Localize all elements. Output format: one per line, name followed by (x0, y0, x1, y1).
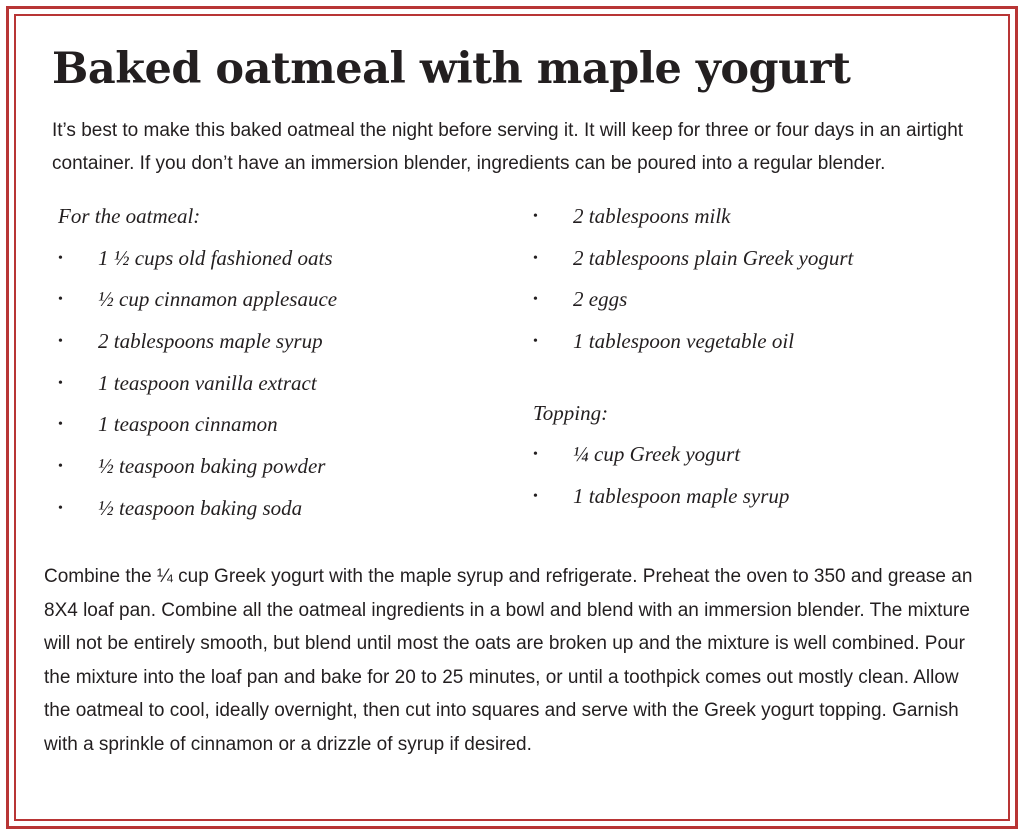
topping-text: 1 tablespoon maple syrup (573, 484, 790, 509)
topping-heading: Topping: (533, 400, 609, 425)
recipe-directions: Combine the ¼ cup Greek yogurt with the maple syrup and refrigerate. Preheat the oven to 350 and grease an 8X4 loaf pan. Combine all the oatmeal ingredients in a bowl and blend with an immersion blender. The mixture will not be entirely smooth, but blend until most the oats are broken up and the mixture is well combined. Pour the mixture into the loaf pan and bake for 20 to 25 minutes, or until a toothpick comes out mostly clean. Allow the oatmeal to cool, ideally overnight, then cut into squares and serve with the Greek yogurt topping. Garnish with a sprinkle of cinnamon or a drizzle of syrup if desired. (44, 566, 973, 755)
ingredient-item (58, 238, 478, 280)
ingredient-item (58, 488, 478, 530)
recipe-intro: It’s best to make this baked oatmeal the night before serving it. It will keep for three or four days in an airtight container. If you don’t have an immersion blender, ingredients can be poured into a regular blender. (52, 120, 964, 174)
section-spacer (533, 363, 953, 393)
ingredient-text: 1 tablespoon vegetable oil (573, 329, 795, 354)
bullet-icon: • (58, 250, 63, 266)
bullet-icon: • (533, 447, 538, 463)
ingredient-text: 1 ½ cups old fashioned oats (98, 245, 333, 270)
bullet-icon: • (58, 334, 63, 350)
ingredient-text: 2 tablespoons milk (573, 204, 731, 228)
bullet-icon: • (58, 500, 63, 516)
topping-text: ¼ cup Greek yogurt (573, 442, 741, 467)
topping-item (533, 434, 953, 476)
ingredient-item (533, 279, 953, 321)
ingredient-item (533, 238, 953, 280)
ingredients-column-left (58, 196, 478, 530)
bullet-icon: • (58, 459, 63, 475)
ingredient-text: 1 teaspoon vanilla extract (98, 370, 317, 395)
ingredient-item (533, 321, 953, 363)
ingredient-text: ½ cup cinnamon applesauce (98, 287, 338, 312)
ingredient-text: ½ teaspoon baking soda (98, 495, 303, 520)
bullet-icon: • (533, 250, 538, 266)
ingredient-item (58, 279, 478, 321)
bullet-icon: • (58, 375, 63, 391)
ingredient-text: ½ teaspoon baking powder (98, 454, 326, 479)
ingredient-item (58, 321, 478, 363)
ingredient-text: 2 tablespoons maple syrup (98, 329, 323, 354)
ingredient-item (58, 446, 478, 488)
topping-item (533, 476, 953, 518)
ingredients-column-right (533, 196, 953, 518)
ingredient-text: 1 teaspoon cinnamon (98, 412, 278, 437)
ingredient-text: 2 eggs (573, 287, 628, 312)
bullet-icon: • (58, 417, 63, 433)
bullet-icon: • (533, 292, 538, 308)
ingredient-item (58, 404, 478, 446)
ingredient-text: 2 tablespoons plain Greek yogurt (573, 245, 854, 270)
oatmeal-heading: For the oatmeal: (58, 204, 201, 228)
ingredient-item (58, 363, 478, 405)
bullet-icon: • (533, 209, 538, 224)
ingredient-item (533, 196, 953, 238)
bullet-icon: • (58, 292, 63, 308)
recipe-title: Baked oatmeal with maple yogurt (52, 44, 851, 94)
bullet-icon: • (533, 489, 538, 505)
bullet-icon: • (533, 334, 538, 350)
